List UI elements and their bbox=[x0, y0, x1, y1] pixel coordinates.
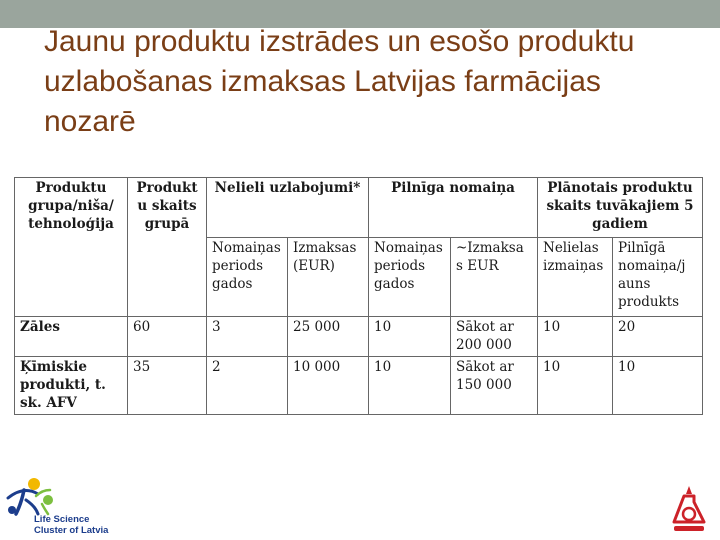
table-cell: 10 bbox=[538, 316, 613, 356]
header-planned-products: Plānotais produktu skaits tuvākajiem 5 gadiem bbox=[538, 178, 703, 238]
header-row bbox=[15, 178, 703, 238]
subheader-cell: Izmaksas (EUR) bbox=[288, 238, 369, 316]
figures-logo-icon bbox=[4, 476, 116, 516]
table-cell: 20 bbox=[613, 316, 703, 356]
table-cell: 3 bbox=[207, 316, 288, 356]
pharma-association-logo bbox=[668, 484, 710, 534]
subheader-cell: Pilnīgā nomaiņa/j auns produkts bbox=[613, 238, 703, 316]
subheader-cell: ~Izmaksa s EUR bbox=[451, 238, 538, 316]
table-cell: 10 bbox=[613, 356, 703, 414]
table-cell: 2 bbox=[207, 356, 288, 414]
row-label: Ķīmiskie produkti, t. sk. AFV bbox=[15, 356, 128, 414]
subheader-cell: Nomaiņas periods gados bbox=[369, 238, 451, 316]
table-row bbox=[15, 316, 703, 356]
table-cell: 10 bbox=[538, 356, 613, 414]
table-cell: Sākot ar 150 000 bbox=[451, 356, 538, 414]
header-product-group: Produktu grupa/niša/ tehnoloģija bbox=[15, 178, 128, 317]
table-cell: 35 bbox=[128, 356, 207, 414]
logo-text-line2: Cluster of Latvia bbox=[34, 525, 109, 536]
title-placeholder bbox=[0, 0, 720, 160]
table-cell: 10 bbox=[369, 356, 451, 414]
subheader-cell: Nelielas izmaiņas bbox=[538, 238, 613, 316]
life-science-cluster-logo bbox=[4, 476, 116, 536]
table-cell: 10 bbox=[369, 316, 451, 356]
header-minor-improvements: Nelieli uzlabojumi* bbox=[207, 178, 369, 238]
header-full-replacement: Pilnīga nomaiņa bbox=[369, 178, 538, 238]
table-row bbox=[15, 356, 703, 414]
flask-logo-icon bbox=[668, 484, 710, 534]
table-cell: 60 bbox=[128, 316, 207, 356]
table-cell: 25 000 bbox=[288, 316, 369, 356]
header-product-count: Produkt u skaits grupā bbox=[128, 178, 207, 317]
row-label: Zāles bbox=[15, 316, 128, 356]
slide-title: Jaunu produktu izstrādes un esošo produktu uzlabošanas izmaksas Latvijas farmācijas nozarē bbox=[44, 25, 635, 138]
cost-table bbox=[14, 177, 703, 415]
logo-text-line1: Life Science bbox=[34, 514, 90, 525]
subheader-cell: Nomaiņas periods gados bbox=[207, 238, 288, 316]
table-cell: 10 000 bbox=[288, 356, 369, 414]
table-cell: Sākot ar 200 000 bbox=[451, 316, 538, 356]
